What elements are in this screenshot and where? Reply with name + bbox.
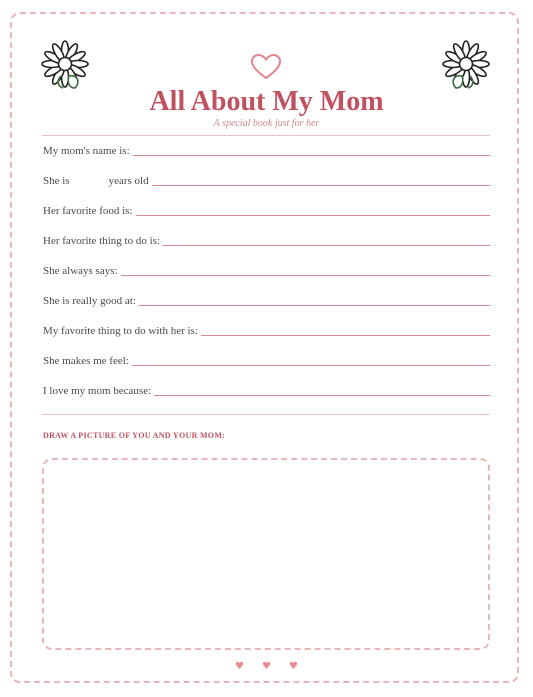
fill-in-row[interactable]: [43, 168, 490, 188]
answer-line[interactable]: [136, 215, 491, 216]
heart-icon: ♥: [235, 661, 245, 672]
page-title: All About My Mom: [149, 86, 384, 117]
answer-line[interactable]: [121, 275, 490, 276]
field-label: Her favorite food is:: [43, 205, 133, 217]
fill-in-row[interactable]: [43, 378, 490, 398]
fill-in-row[interactable]: [43, 288, 490, 308]
answer-line[interactable]: [154, 395, 490, 396]
answer-line[interactable]: [132, 365, 490, 366]
page-subtitle: A special book just for her: [213, 118, 320, 129]
divider: [42, 135, 490, 136]
answer-line[interactable]: [163, 245, 490, 246]
fill-in-row[interactable]: [43, 228, 490, 248]
drawing-area[interactable]: [42, 458, 490, 650]
fill-in-row[interactable]: [43, 198, 490, 218]
field-label: I love my mom because:: [43, 385, 152, 397]
heart-icon: ♥: [262, 661, 271, 672]
field-label: She is really good at:: [43, 295, 136, 307]
fill-in-row[interactable]: [43, 318, 490, 338]
heart-icon: ♥: [288, 661, 298, 672]
fill-in-row[interactable]: [43, 138, 490, 158]
drawing-prompt: DRAW A PICTURE OF YOU AND YOUR MOM:: [43, 431, 226, 440]
answer-line[interactable]: [152, 185, 490, 186]
fill-in-row[interactable]: [43, 348, 490, 368]
field-label: She makes me feel:: [43, 355, 129, 367]
field-label: She always says:: [43, 265, 118, 277]
field-label: My favorite thing to do with her is:: [43, 325, 198, 337]
divider: [42, 414, 490, 415]
field-label: My mom's name is:: [43, 145, 130, 157]
field-label: She is: [43, 175, 70, 187]
answer-line[interactable]: [139, 305, 490, 306]
answer-line[interactable]: [133, 155, 490, 156]
field-label: Her favorite thing to do is:: [43, 235, 161, 247]
fill-in-row[interactable]: [43, 258, 490, 278]
heart-icon: [250, 53, 282, 81]
field-suffix: years old: [108, 175, 149, 187]
footer-hearts: [0, 661, 533, 672]
answer-line[interactable]: [201, 335, 490, 336]
